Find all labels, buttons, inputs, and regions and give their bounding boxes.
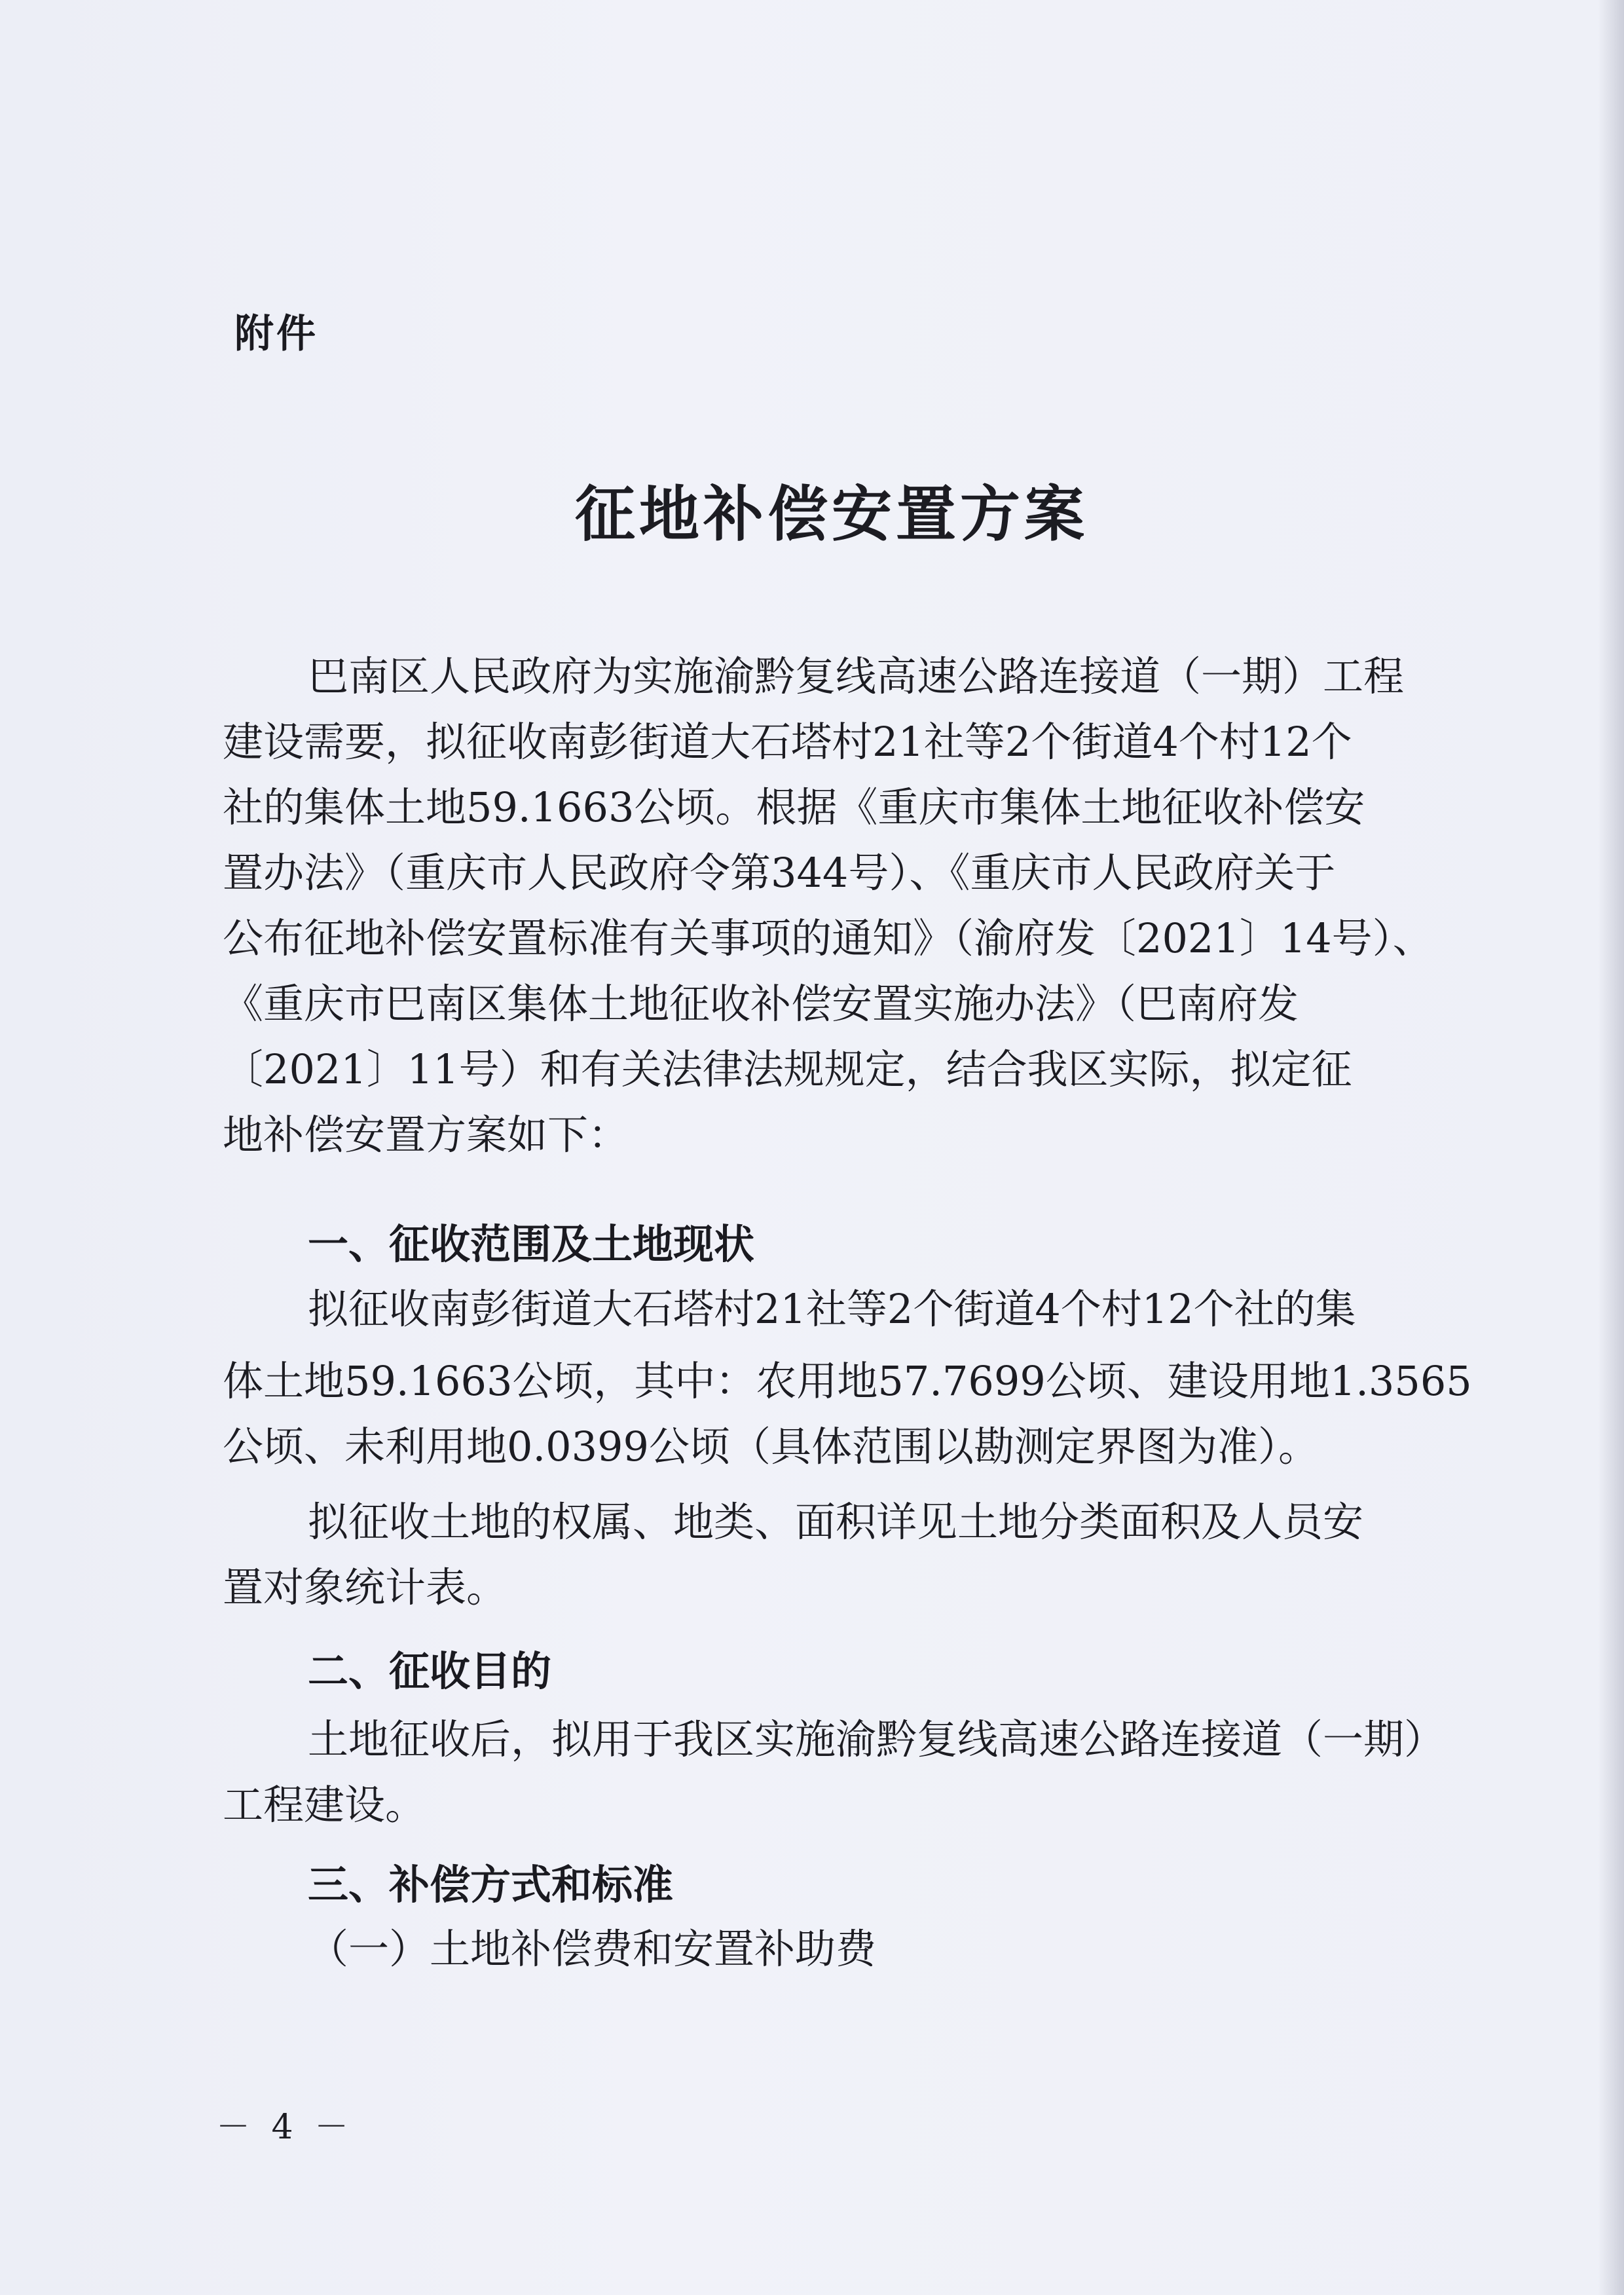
section1-para2-line: 拟征收土地的权属、地类、面积详见土地分类面积及人员安 [308, 1498, 1364, 1546]
section-heading: 一、征收范围及土地现状 [308, 1220, 755, 1268]
page-number: － 4 － [216, 2108, 354, 2147]
section2-para-line: 工程建设。 [223, 1781, 426, 1829]
section-heading: 二、征收目的 [308, 1647, 552, 1695]
intro-line: 地补偿安置方案如下： [223, 1111, 629, 1159]
intro-line: 公布征地补偿安置标准有关事项的通知》（渝府发〔2021〕14号）、 [223, 914, 1433, 962]
section1-para1-line: 拟征收南彭街道大石塔村21社等2个街道4个村12个社的集 [308, 1285, 1356, 1333]
section1-para1-line: 体土地59.1663公顷，其中：农用地57.7699公顷、建设用地1.3565 [223, 1357, 1472, 1405]
section1-para1-line: 公顷、未利用地0.0399公顷（具体范围以勘测定界图为准）。 [223, 1423, 1319, 1470]
section2-para-line: 土地征收后，拟用于我区实施渝黔复线高速公路连接道（一期） [308, 1715, 1445, 1763]
intro-line: 《重庆市巴南区集体土地征收补偿安置实施办法》（巴南府发 [223, 980, 1299, 1028]
intro-line: 巴南区人民政府为实施渝黔复线高速公路连接道（一期）工程 [308, 652, 1405, 700]
annex-label: 附件 [234, 311, 318, 357]
section-heading: 三、补偿方式和标准 [308, 1861, 674, 1909]
subsection-heading: （一）土地补偿费和安置补助费 [308, 1925, 877, 1973]
intro-line: 建设需要，拟征收南彭街道大石塔村21社等2个街道4个村12个 [223, 718, 1352, 766]
section1-para2-line: 置对象统计表。 [223, 1563, 507, 1611]
intro-line: 置办法》（重庆市人民政府令第344号）、《重庆市人民政府关于 [223, 849, 1336, 897]
intro-line: 社的集体土地59.1663公顷。根据《重庆市集体土地征收补偿安 [223, 783, 1365, 831]
document-title: 征地补偿安置方案 [574, 479, 1088, 550]
intro-line: 〔2021〕11号）和有关法律法规规定，结合我区实际，拟定征 [223, 1045, 1352, 1093]
